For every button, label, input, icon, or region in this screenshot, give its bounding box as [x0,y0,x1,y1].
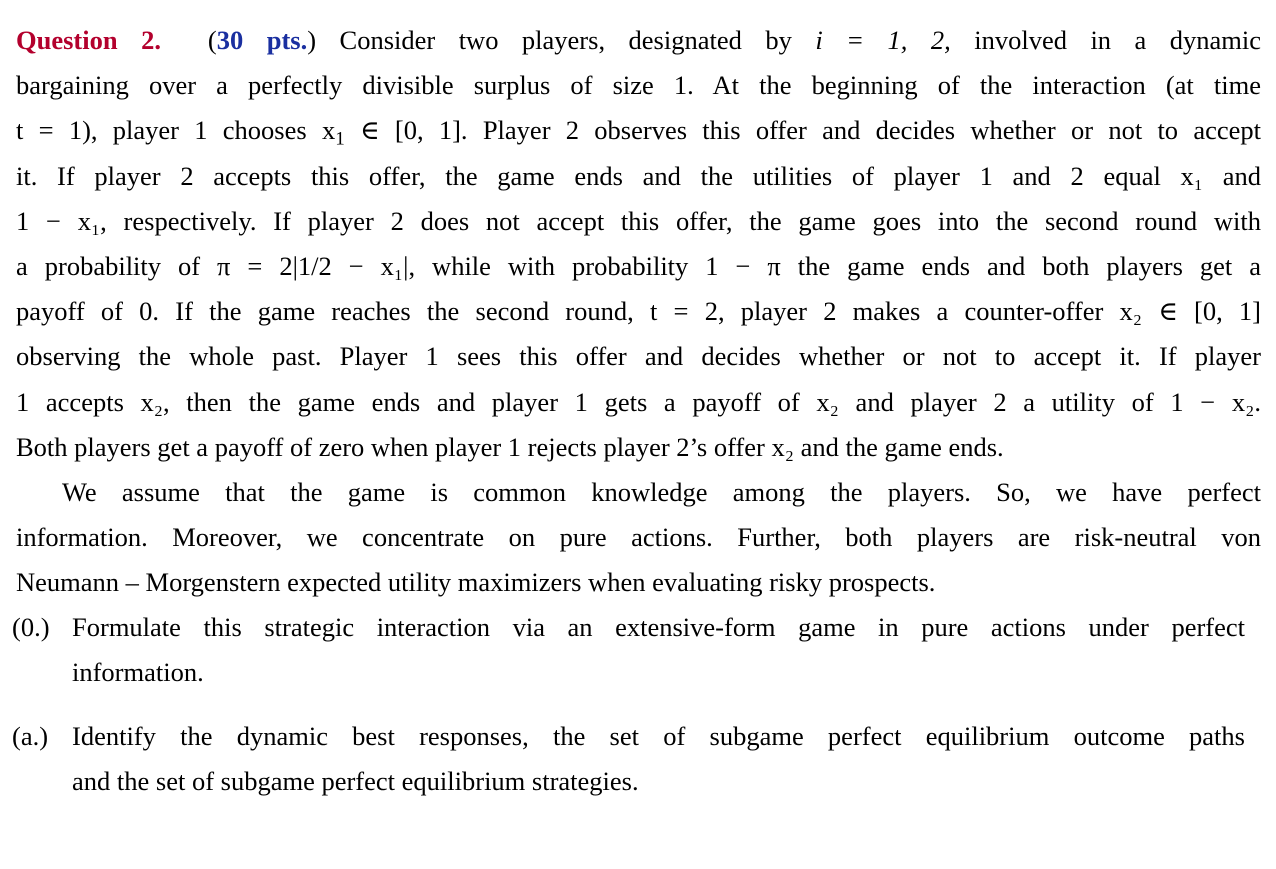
line1-text: Consider two players, designated by [339,25,792,55]
subquestion-0-line2: information. [72,657,204,688]
paragraph1-line3: t = 1), player 1 chooses $x_1$ ∈ [0, 1]. Player 2 observes this offer and decides whether or not to accept [16,115,1261,150]
paragraph1-line1: Question 2. (30 pts.) Consider two players, designated by i = 1, 2, involved in a dynamic [16,25,1262,55]
subquestion-a [12,714,1245,804]
paragraph2-line2: information. Moreover, we concentrate on pure actions. Further, both players are risk-neutral von [16,522,1261,553]
paragraph1-line6: a probability of π = 2|1/2 − x₁|, while with probability 1 − π the game ends and both players get a [16,250,1261,281]
line1-end: involved in a dynamic [974,25,1262,55]
paragraph1-line4: it. If player 2 accepts this offer, the game ends and the utilities of player 1 and 2 equal x₁ and [16,160,1261,191]
paragraph1-line10: Both players get a payoff of zero when player 1 rejects player 2’s offer x₂ and the game ends. [16,431,1004,462]
paragraph1-line5: 1 − x₁, respectively. If player 2 does not accept this offer, the game goes into the second round with [16,205,1261,236]
paragraph2-line3: Neumann – Morgenstern expected utility maximizers when evaluating risky prospects. [16,567,936,598]
question-text [16,18,1261,605]
question-points: 30 pts. [216,25,308,55]
subquestion-a-line1: Identify the dynamic best responses, the set of subgame perfect equilibrium outcome paths [72,721,1245,751]
subquestion-0-label: (0.) [12,612,50,642]
question-heading: Question 2. [16,25,161,55]
line3-part-a: t = 1), player 1 chooses x [16,115,336,146]
subquestion-0-line1: Formulate this strategic interaction via an extensive-form game in pure actions under perfect [72,612,1245,642]
line3-part-b: ∈ [0, 1]. Player 2 observes this offer and decides whether or not to accept [360,115,1261,146]
paragraph1-line8: observing the whole past. Player 1 sees this offer and decides whether or not to accept it. If player [16,341,1261,372]
subquestion-a-label: (a.) [12,721,49,751]
subquestion-a-line2: and the set of subgame perfect equilibrium strategies. [72,766,639,797]
subquestion-0 [12,605,1245,695]
paragraph1-line9: 1 accepts x₂, then the game ends and player 1 gets a payoff of x₂ and player 2 a utility of 1 − x₂. [16,386,1261,417]
paragraph2-line1: We assume that the game is common knowledge among the players. So, we have perfect [62,476,1261,507]
line1-math: i = 1, 2, [815,25,951,55]
paragraph1-line2: bargaining over a perfectly divisible surplus of size 1. At the beginning of the interaction (at time [16,70,1261,101]
paragraph1-line7: payoff of 0. If the game reaches the second round, t = 2, player 2 makes a counter-offer x₂ ∈ [0, 1] [16,296,1261,327]
